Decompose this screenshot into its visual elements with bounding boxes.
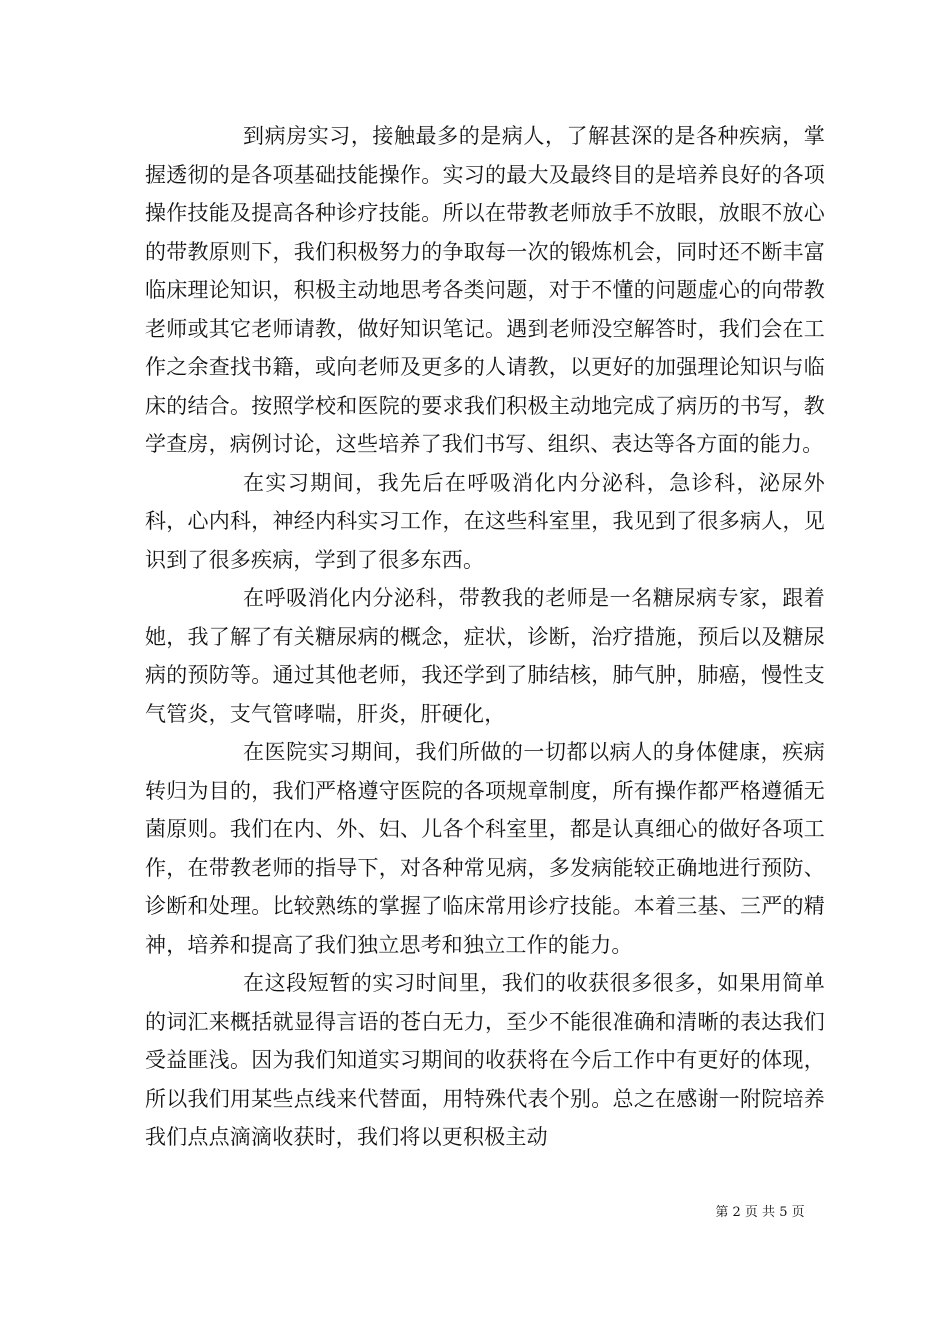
paragraph-4: 在医院实习期间，我们所做的一切都以病人的身体健康，疾病转归为目的，我们严格遵守医院的各项规章制度，所有操作都严格遵循无菌原则。我们在内、外、妇、儿各个科室里，都是认真细心的做好各项工作，在带教老师的指导下，对各种常见病，多发病能较正确地进行预防、诊断和处理。比较熟练的掌握了临床常用诊疗技能。本着三基、三严的精神，培养和提高了我们独立思考和独立工作的能力。 bbox=[145, 740, 825, 957]
document-body bbox=[145, 117, 825, 1157]
paragraph-3: 在呼吸消化内分泌科，带教我的老师是一名糖尿病专家，跟着她，我了解了有关糖尿病的概念，症状，诊断，治疗措施，预后以及糖尿病的预防等。通过其他老师，我还学到了肺结核，肺气肿，肺癌，慢性支气管炎，支气管哮喘，肝炎，肝硬化， bbox=[145, 586, 825, 726]
page-footer bbox=[0, 1205, 950, 1221]
paragraph-5: 在这段短暂的实习时间里，我们的收获很多很多，如果用简单的词汇来概括就显得言语的苍白无力，至少不能很准确和清晰的表达我们受益匪浅。因为我们知道实习期间的收获将在今后工作中有更好的体现，所以我们用某些点线来代替面，用特殊代表个别。总之在感谢一附院培养我们点点滴滴收获时，我们将以更积极主动 bbox=[145, 971, 825, 1149]
paragraph-1: 到病房实习，接触最多的是病人，了解甚深的是各种疾病，掌握透彻的是各项基础技能操作。实习的最大及最终目的是培养良好的各项操作技能及提高各种诊疗技能。所以在带教老师放手不放眼，放眼不放心的带教原则下，我们积极努力的争取每一次的锻炼机会，同时还不断丰富临床理论知识，积极主动地思考各类问题，对于不懂的问题虚心的向带教老师或其它老师请教，做好知识笔记。遇到老师没空解答时，我们会在工作之余查找书籍，或向老师及更多的人请教，以更好的加强理论知识与临床的结合。按照学校和医院的要求我们积极主动地完成了病历的书写，教学查房，病例讨论，这些培养了我们书写、组织、表达等各方面的能力。 bbox=[145, 124, 825, 456]
paragraph-2: 在实习期间，我先后在呼吸消化内分泌科，急诊科，泌尿外科，心内科，神经内科实习工作，在这些科室里，我见到了很多病人，见识到了很多疾病，学到了很多东西。 bbox=[145, 470, 825, 572]
page-number: 第 2 页 共 5 页 bbox=[715, 1205, 805, 1220]
